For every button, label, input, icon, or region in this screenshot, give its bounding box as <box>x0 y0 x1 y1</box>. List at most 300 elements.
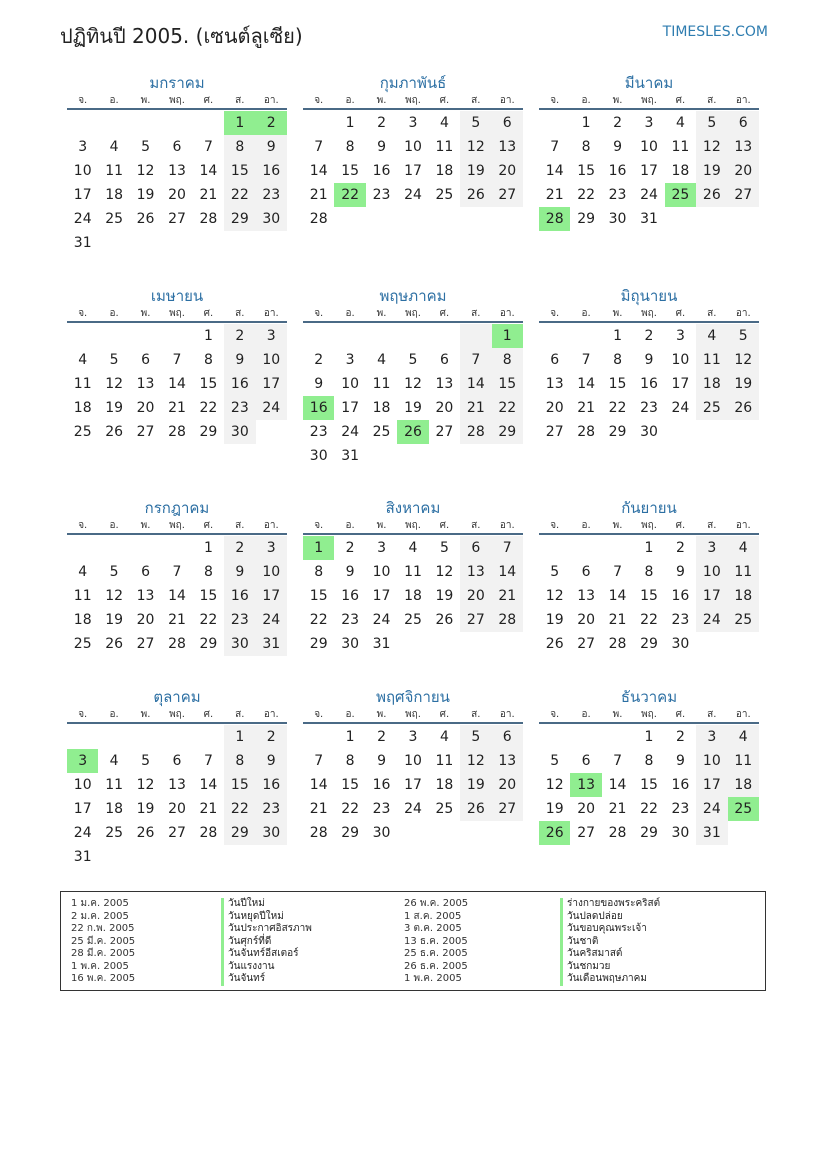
weekday-label: ส. <box>235 520 245 531</box>
holiday-date: 1 พ.ค. 2005 <box>71 960 129 972</box>
empty-cell <box>429 324 460 348</box>
day-cell: 20 <box>136 400 155 416</box>
day-grid <box>67 324 287 444</box>
day-cell: 11 <box>105 163 124 179</box>
day-cell: 12 <box>105 376 124 392</box>
month-name: พฤษภาคม <box>379 287 447 305</box>
day-cell: 19 <box>136 801 155 817</box>
day-cell: 18 <box>73 612 92 628</box>
day-cell: 30 <box>309 448 328 464</box>
day-cell: 11 <box>696 348 727 372</box>
day-cell: 8 <box>203 564 213 580</box>
day-cell: 27 <box>492 797 523 821</box>
day-cell: 4 <box>78 564 88 580</box>
day-cell: 14 <box>545 163 564 179</box>
day-cell: 8 <box>224 135 255 159</box>
day-cell: 19 <box>460 159 491 183</box>
day-cell: 5 <box>439 540 449 556</box>
day-cell: 22 <box>199 612 218 628</box>
day-cell: 8 <box>492 348 523 372</box>
day-cell: 13 <box>545 376 564 392</box>
weekday-label: อ. <box>345 95 355 106</box>
day-cell: 20 <box>492 773 523 797</box>
weekday-header <box>539 708 759 724</box>
empty-cell <box>539 725 570 749</box>
day-cell: 3 <box>675 328 685 344</box>
day-cell: 12 <box>136 777 155 793</box>
weekday-label: ส. <box>235 95 245 106</box>
day-cell: 21 <box>492 584 523 608</box>
day-cell: 28 <box>577 424 596 440</box>
day-cell: 25 <box>73 636 92 652</box>
weekday-label: ศ. <box>203 308 214 319</box>
weekday-label: ส. <box>471 95 481 106</box>
day-cell: 5 <box>460 111 491 135</box>
weekday-label: จ. <box>550 520 560 531</box>
day-cell: 20 <box>545 400 564 416</box>
day-cell: 4 <box>377 352 387 368</box>
day-cell: 14 <box>309 777 328 793</box>
day-cell: 6 <box>550 352 560 368</box>
empty-cell <box>539 536 570 560</box>
day-cell: 10 <box>73 163 92 179</box>
day-cell: 25 <box>696 396 727 420</box>
day-cell: 7 <box>613 564 623 580</box>
day-cell: 1 <box>644 729 654 745</box>
day-cell: 5 <box>696 111 727 135</box>
weekday-label: อา. <box>263 520 279 531</box>
holiday-name: วันประกาศอิสรภาพ <box>221 923 312 936</box>
empty-cell <box>67 324 98 348</box>
empty-cell <box>303 111 334 135</box>
day-cell: 2 <box>613 115 623 131</box>
month-calendar <box>67 72 287 255</box>
day-cell: 11 <box>728 560 759 584</box>
holiday-date: 25 ธ.ค. 2005 <box>404 948 468 959</box>
day-cell: 9 <box>613 139 623 155</box>
holiday-name: วันเดือนพฤษภาคม <box>560 973 660 986</box>
day-cell: 5 <box>408 352 418 368</box>
day-cell: 8 <box>345 139 355 155</box>
day-cell: 27 <box>728 183 759 207</box>
weekday-label: จ. <box>78 520 88 531</box>
day-cell: 14 <box>577 376 596 392</box>
day-cell: 12 <box>460 135 491 159</box>
holiday-day-cell: 2 <box>256 111 287 135</box>
day-cell: 27 <box>435 424 454 440</box>
day-cell: 13 <box>168 163 186 179</box>
day-cell: 17 <box>256 584 287 608</box>
month-calendar <box>67 497 287 656</box>
weekday-label: ส. <box>235 709 245 720</box>
holiday-name: วันคริสมาสต์ <box>560 948 660 961</box>
holiday-name: วันขอบคุณพระเจ้า <box>560 923 660 936</box>
day-cell: 1 <box>345 729 355 745</box>
day-cell: 27 <box>136 636 155 652</box>
holiday-day-cell: 22 <box>334 183 365 207</box>
day-cell: 21 <box>460 396 491 420</box>
weekday-header <box>67 94 287 110</box>
day-cell: 4 <box>439 729 449 745</box>
day-cell: 10 <box>696 560 727 584</box>
weekday-label: ส. <box>235 308 245 319</box>
day-cell: 11 <box>435 139 454 155</box>
day-cell: 14 <box>460 372 491 396</box>
day-cell: 9 <box>256 749 287 773</box>
day-cell: 11 <box>435 753 454 769</box>
day-cell: 17 <box>671 376 690 392</box>
weekday-label: พฤ. <box>169 95 185 106</box>
empty-cell <box>161 725 192 749</box>
day-cell: 19 <box>545 612 564 628</box>
day-cell: 11 <box>671 139 690 155</box>
month-calendar <box>67 686 287 869</box>
day-cell: 8 <box>203 352 213 368</box>
holiday-name: ร่างกายของพระคริสต์ <box>560 898 660 911</box>
weekday-label: อ. <box>581 95 591 106</box>
day-cell: 18 <box>105 187 124 203</box>
day-cell: 4 <box>696 324 727 348</box>
weekday-label: ส. <box>707 709 717 720</box>
month-calendar <box>539 285 759 444</box>
day-cell: 8 <box>224 749 255 773</box>
day-cell: 5 <box>550 753 560 769</box>
day-cell: 8 <box>581 139 591 155</box>
weekday-label: อา. <box>735 520 751 531</box>
month-calendar <box>303 285 523 468</box>
weekday-label: ส. <box>471 520 481 531</box>
holiday-name: วันชกมวย <box>560 961 660 974</box>
day-cell: 22 <box>309 612 328 628</box>
day-cell: 27 <box>545 424 564 440</box>
day-cell: 24 <box>341 424 360 440</box>
weekday-label: จ. <box>314 709 324 720</box>
day-cell: 29 <box>640 825 658 841</box>
day-cell: 22 <box>492 396 523 420</box>
day-cell: 1 <box>345 115 355 131</box>
weekday-label: พ. <box>612 520 623 531</box>
day-cell: 3 <box>377 540 387 556</box>
day-cell: 31 <box>73 849 92 865</box>
holiday-name: วันปลดปล่อย <box>560 911 660 924</box>
empty-cell <box>303 725 334 749</box>
day-cell: 10 <box>341 376 360 392</box>
day-cell: 30 <box>256 207 287 231</box>
holiday-name: วันแรงงาน <box>221 961 312 974</box>
day-cell: 12 <box>460 749 491 773</box>
day-cell: 6 <box>141 352 151 368</box>
day-cell: 3 <box>696 536 727 560</box>
day-cell: 16 <box>224 372 255 396</box>
holiday-date: 3 ต.ค. 2005 <box>404 923 462 934</box>
day-cell: 30 <box>224 420 255 444</box>
day-cell: 7 <box>550 139 560 155</box>
weekday-label: ส. <box>707 308 717 319</box>
day-cell: 30 <box>671 825 690 841</box>
day-cell: 10 <box>404 753 422 769</box>
day-cell: 9 <box>224 560 255 584</box>
day-cell: 28 <box>460 420 491 444</box>
holiday-date: 2 ม.ค. 2005 <box>71 910 129 922</box>
day-cell: 12 <box>728 348 759 372</box>
day-cell: 7 <box>203 139 213 155</box>
day-cell: 4 <box>78 352 88 368</box>
brand-link[interactable]: TIMESLES.COM <box>662 24 768 40</box>
empty-cell <box>67 725 98 749</box>
day-cell: 29 <box>608 424 627 440</box>
day-cell: 29 <box>199 424 218 440</box>
day-grid <box>539 324 759 444</box>
weekday-label: พฤ. <box>405 95 421 106</box>
day-cell: 31 <box>696 821 727 845</box>
weekday-header <box>539 94 759 110</box>
day-grid <box>67 725 287 869</box>
day-grid <box>67 111 287 255</box>
holiday-names-right <box>560 898 660 986</box>
empty-cell <box>570 725 601 749</box>
day-cell: 31 <box>256 632 287 656</box>
day-cell: 15 <box>199 588 218 604</box>
day-cell: 30 <box>640 424 658 440</box>
day-cell: 23 <box>256 183 287 207</box>
day-cell: 30 <box>671 636 690 652</box>
month-name: มีนาคม <box>624 74 674 92</box>
empty-cell <box>366 324 397 348</box>
empty-cell <box>161 111 192 135</box>
empty-cell <box>570 324 601 348</box>
day-cell: 28 <box>608 825 627 841</box>
day-cell: 16 <box>671 588 690 604</box>
day-cell: 7 <box>172 352 182 368</box>
month-name: สิงหาคม <box>385 499 441 517</box>
day-cell: 21 <box>309 187 328 203</box>
empty-cell <box>193 725 224 749</box>
day-cell: 25 <box>728 608 759 632</box>
day-cell: 9 <box>224 348 255 372</box>
empty-cell <box>460 324 491 348</box>
day-cell: 23 <box>256 797 287 821</box>
day-cell: 10 <box>640 139 658 155</box>
weekday-label: อา. <box>263 308 279 319</box>
day-cell: 21 <box>168 400 186 416</box>
day-cell: 13 <box>460 560 491 584</box>
weekday-label: พ. <box>612 709 623 720</box>
weekday-label: พฤ. <box>405 709 421 720</box>
weekday-label: พ. <box>140 95 151 106</box>
day-cell: 6 <box>141 564 151 580</box>
day-cell: 21 <box>309 801 328 817</box>
day-cell: 2 <box>256 725 287 749</box>
day-cell: 4 <box>109 753 119 769</box>
day-cell: 13 <box>168 777 186 793</box>
weekday-label: อา. <box>735 95 751 106</box>
day-cell: 15 <box>492 372 523 396</box>
day-cell: 13 <box>577 588 596 604</box>
weekday-label: อ. <box>345 709 355 720</box>
day-cell: 28 <box>309 825 328 841</box>
weekday-label: จ. <box>78 709 88 720</box>
holiday-day-cell: 28 <box>539 207 570 231</box>
day-cell: 28 <box>199 211 218 227</box>
empty-cell <box>67 111 98 135</box>
month-calendar <box>303 497 523 656</box>
holiday-list <box>60 891 766 991</box>
holiday-date: 26 ธ.ค. 2005 <box>404 960 468 972</box>
weekday-label: ศ. <box>675 95 686 106</box>
day-cell: 8 <box>314 564 324 580</box>
day-cell: 4 <box>439 115 449 131</box>
day-cell: 17 <box>372 588 391 604</box>
month-calendar <box>303 686 523 845</box>
day-cell: 18 <box>696 372 727 396</box>
day-cell: 31 <box>73 235 92 251</box>
day-cell: 21 <box>199 187 218 203</box>
day-cell: 4 <box>728 725 759 749</box>
day-cell: 27 <box>577 825 596 841</box>
day-grid <box>303 725 523 845</box>
weekday-header <box>303 519 523 535</box>
day-cell: 6 <box>439 352 449 368</box>
day-cell: 9 <box>675 753 685 769</box>
weekday-label: อา. <box>499 308 515 319</box>
day-cell: 1 <box>644 540 654 556</box>
day-cell: 15 <box>640 588 658 604</box>
day-cell: 28 <box>168 636 186 652</box>
day-cell: 15 <box>309 588 328 604</box>
holiday-date: 22 ก.พ. 2005 <box>71 923 135 934</box>
day-cell: 30 <box>341 636 360 652</box>
day-cell: 20 <box>168 801 186 817</box>
day-cell: 8 <box>644 753 654 769</box>
day-cell: 21 <box>199 801 218 817</box>
day-cell: 5 <box>109 352 119 368</box>
weekday-label: ศ. <box>675 709 686 720</box>
day-cell: 20 <box>492 159 523 183</box>
holiday-dates-left <box>71 898 135 986</box>
day-grid <box>539 536 759 656</box>
day-cell: 26 <box>435 612 454 628</box>
day-cell: 27 <box>136 424 155 440</box>
weekday-label: พ. <box>140 308 151 319</box>
weekday-label: จ. <box>550 308 560 319</box>
weekday-label: พ. <box>140 520 151 531</box>
weekday-label: ส. <box>471 308 481 319</box>
day-cell: 11 <box>372 376 391 392</box>
month-name: กรกฎาคม <box>144 499 210 517</box>
day-cell: 10 <box>696 749 727 773</box>
day-cell: 27 <box>168 211 186 227</box>
weekday-label: พฤ. <box>405 520 421 531</box>
day-cell: 29 <box>224 821 255 845</box>
weekday-label: จ. <box>78 95 88 106</box>
day-cell: 19 <box>136 187 155 203</box>
day-cell: 24 <box>256 608 287 632</box>
day-cell: 19 <box>105 400 124 416</box>
day-cell: 18 <box>728 773 759 797</box>
day-grid <box>303 536 523 656</box>
day-cell: 20 <box>577 801 596 817</box>
day-cell: 9 <box>314 376 324 392</box>
day-cell: 30 <box>372 825 391 841</box>
holiday-name: วันจันทร์ <box>221 973 312 986</box>
day-cell: 14 <box>168 588 186 604</box>
weekday-label: ส. <box>707 520 717 531</box>
day-cell: 26 <box>105 636 124 652</box>
day-cell: 26 <box>696 183 727 207</box>
month-calendar <box>539 497 759 656</box>
month-name: กุมภาพันธ์ <box>379 74 447 92</box>
day-cell: 16 <box>224 584 255 608</box>
day-cell: 3 <box>256 324 287 348</box>
empty-cell <box>193 111 224 135</box>
holiday-day-cell: 3 <box>67 749 98 773</box>
day-cell: 16 <box>256 159 287 183</box>
weekday-label: อ. <box>109 520 119 531</box>
day-cell: 3 <box>345 352 355 368</box>
day-cell: 5 <box>550 564 560 580</box>
day-cell: 25 <box>435 801 454 817</box>
day-cell: 22 <box>224 797 255 821</box>
day-cell: 20 <box>460 584 491 608</box>
day-cell: 29 <box>492 420 523 444</box>
day-cell: 1 <box>581 115 591 131</box>
weekday-label: อ. <box>581 709 591 720</box>
day-cell: 21 <box>168 612 186 628</box>
day-cell: 11 <box>73 376 92 392</box>
day-cell: 10 <box>256 560 287 584</box>
day-cell: 27 <box>492 183 523 207</box>
day-cell: 12 <box>136 163 155 179</box>
holiday-day-cell: 25 <box>728 797 759 821</box>
day-cell: 26 <box>136 825 155 841</box>
weekday-label: ศ. <box>675 308 686 319</box>
day-cell: 23 <box>372 187 391 203</box>
weekday-header <box>303 708 523 724</box>
weekday-label: พฤ. <box>641 709 657 720</box>
day-cell: 23 <box>309 424 328 440</box>
day-cell: 6 <box>172 753 182 769</box>
day-cell: 10 <box>256 348 287 372</box>
day-cell: 13 <box>728 135 759 159</box>
day-cell: 21 <box>545 187 564 203</box>
day-cell: 22 <box>341 801 360 817</box>
day-cell: 5 <box>728 324 759 348</box>
day-cell: 1 <box>203 328 213 344</box>
day-cell: 18 <box>671 163 690 179</box>
weekday-label: พฤ. <box>169 520 185 531</box>
day-cell: 17 <box>696 584 727 608</box>
day-cell: 25 <box>372 424 391 440</box>
day-cell: 5 <box>141 139 151 155</box>
month-name: ธันวาคม <box>620 688 678 706</box>
day-cell: 12 <box>696 135 727 159</box>
weekday-label: อ. <box>345 308 355 319</box>
day-cell: 5 <box>109 564 119 580</box>
day-cell: 1 <box>203 540 213 556</box>
holiday-date: 13 ธ.ค. 2005 <box>404 935 468 947</box>
weekday-label: จ. <box>314 308 324 319</box>
day-cell: 15 <box>224 773 255 797</box>
day-cell: 17 <box>696 773 727 797</box>
day-cell: 19 <box>435 588 454 604</box>
day-cell: 22 <box>224 183 255 207</box>
weekday-label: ศ. <box>203 95 214 106</box>
day-cell: 28 <box>199 825 218 841</box>
weekday-label: อา. <box>263 95 279 106</box>
weekday-label: ศ. <box>203 520 214 531</box>
day-cell: 12 <box>404 376 422 392</box>
weekday-label: จ. <box>550 709 560 720</box>
